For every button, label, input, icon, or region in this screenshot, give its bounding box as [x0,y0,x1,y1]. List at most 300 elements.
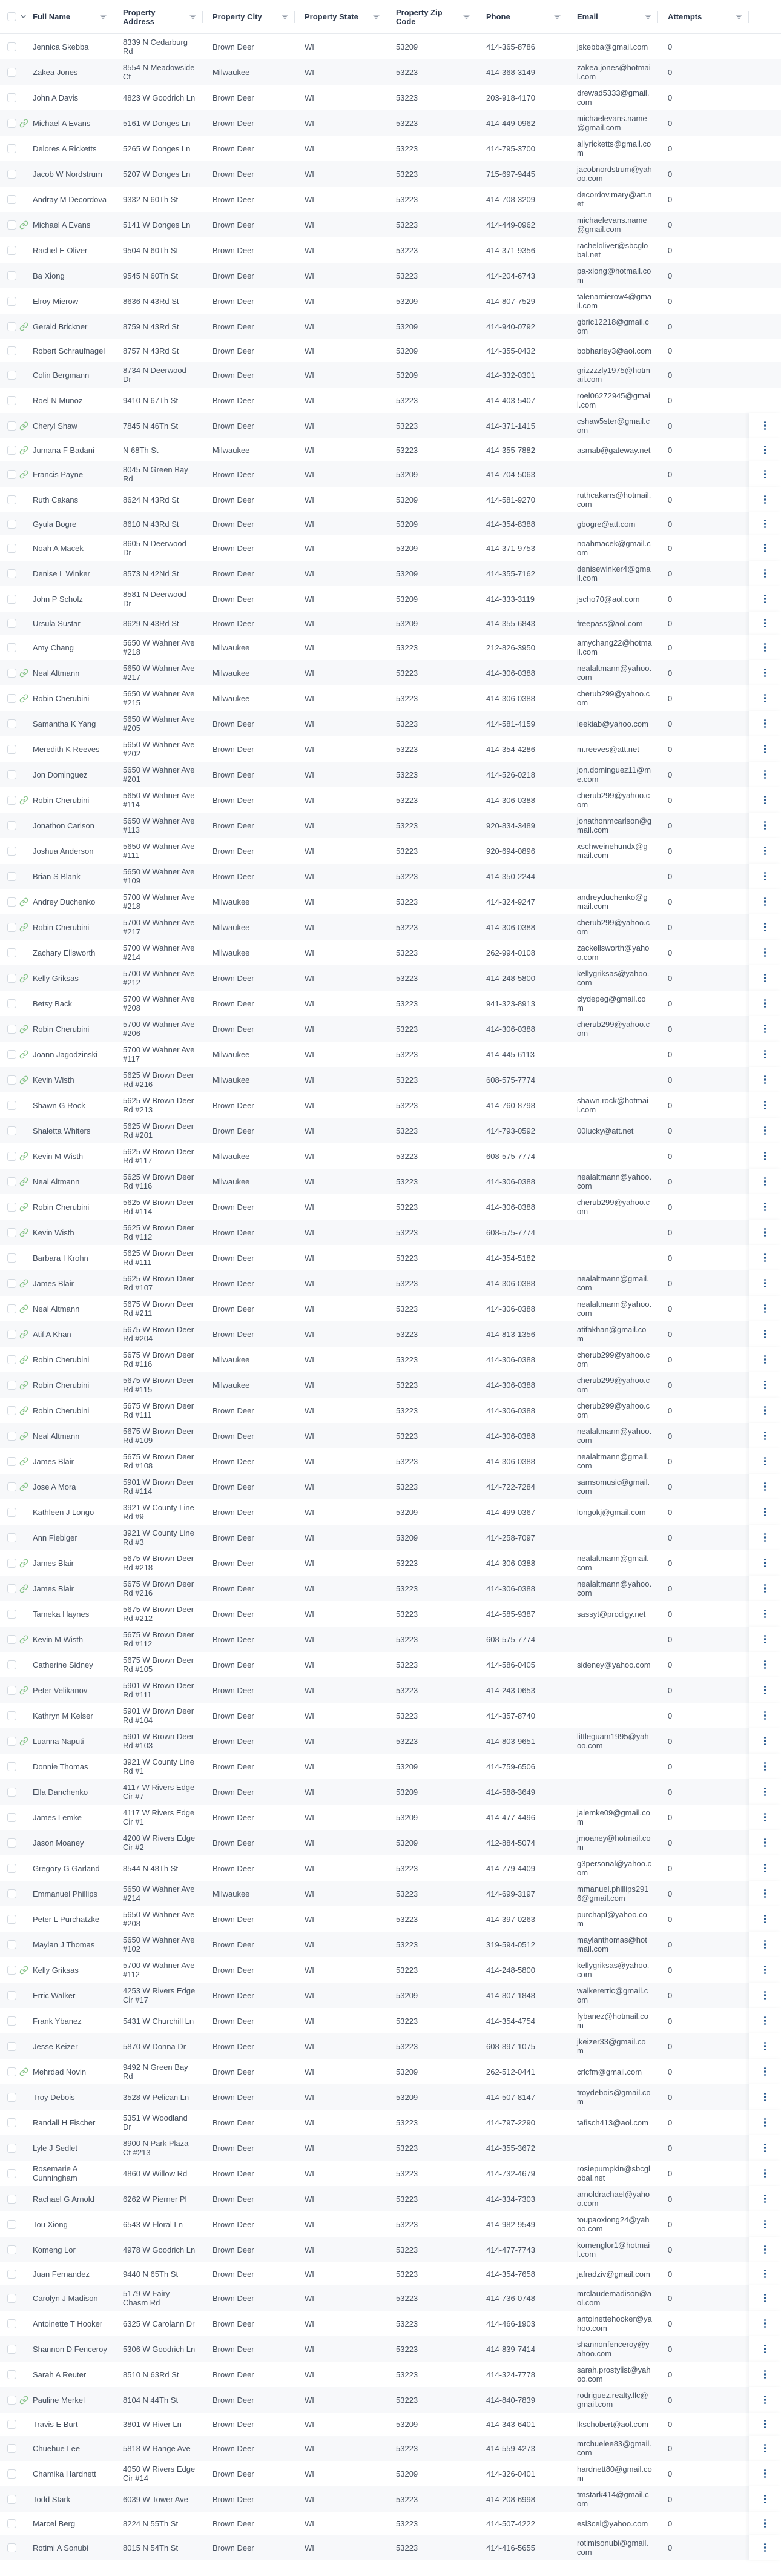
table-row[interactable] [0,1550,781,1576]
table-row[interactable] [0,34,781,59]
row-checkbox[interactable] [7,872,16,881]
kebab-icon[interactable] [762,1989,769,2003]
table-row[interactable] [0,1042,781,1067]
row-checkbox[interactable] [7,2118,16,2127]
table-row[interactable] [0,339,781,362]
table-row[interactable] [0,1372,781,1398]
table-row[interactable] [0,1321,781,1347]
filter-icon[interactable] [553,13,561,21]
table-row[interactable] [0,787,781,813]
table-row[interactable] [0,2262,781,2285]
table-row[interactable] [0,2311,781,2336]
table-row[interactable] [0,711,781,736]
table-row[interactable] [0,2486,781,2512]
row-checkbox[interactable] [7,2042,16,2051]
table-row[interactable] [0,2336,781,2362]
kebab-icon[interactable] [762,1048,769,1062]
table-row[interactable] [0,1016,781,1042]
row-checkbox[interactable] [7,2093,16,2102]
kebab-icon[interactable] [762,2393,769,2407]
table-row[interactable] [0,2512,781,2535]
table-row[interactable] [0,263,781,288]
table-row[interactable] [0,1194,781,1220]
table-row[interactable] [0,2110,781,2135]
row-checkbox[interactable] [7,2270,16,2279]
table-row[interactable] [0,2135,781,2161]
kebab-icon[interactable] [762,2442,769,2455]
row-checkbox[interactable] [7,999,16,1008]
table-row[interactable] [0,813,781,838]
table-row[interactable] [0,212,781,237]
kebab-icon[interactable] [762,2065,769,2079]
row-checkbox[interactable] [7,1660,16,1669]
kebab-icon[interactable] [762,1022,769,1036]
table-row[interactable] [0,237,781,263]
kebab-icon[interactable] [762,467,769,481]
table-row[interactable] [0,1779,781,1805]
kebab-icon[interactable] [762,2167,769,2181]
row-checkbox[interactable] [7,2420,16,2429]
column-header-property-state[interactable] [295,0,386,33]
row-checkbox[interactable] [7,1101,16,1110]
row-checkbox[interactable] [7,1838,16,1848]
row-checkbox[interactable] [7,119,16,128]
kebab-icon[interactable] [762,1505,769,1519]
filter-icon[interactable] [372,13,380,21]
row-checkbox[interactable] [7,1330,16,1339]
column-header-full-name[interactable] [30,0,113,33]
row-checkbox[interactable] [7,1075,16,1085]
row-checkbox[interactable] [7,195,16,204]
kebab-icon[interactable] [762,1836,769,1850]
kebab-icon[interactable] [762,1073,769,1087]
kebab-icon[interactable] [762,1455,769,1468]
column-header-phone[interactable] [476,0,567,33]
kebab-icon[interactable] [762,616,769,630]
table-row[interactable] [0,136,781,161]
kebab-icon[interactable] [762,666,769,680]
kebab-icon[interactable] [762,717,769,731]
kebab-icon[interactable] [762,2141,769,2155]
row-checkbox[interactable] [7,948,16,957]
table-row[interactable] [0,991,781,1016]
table-row[interactable] [0,59,781,85]
table-row[interactable] [0,1881,781,1906]
row-checkbox[interactable] [7,1304,16,1313]
row-checkbox[interactable] [7,2370,16,2379]
kebab-icon[interactable] [762,1327,769,1341]
table-row[interactable] [0,2285,781,2311]
kebab-icon[interactable] [762,870,769,883]
table-row[interactable] [0,388,781,413]
kebab-icon[interactable] [762,2317,769,2331]
row-checkbox[interactable] [7,322,16,331]
row-checkbox[interactable] [7,770,16,779]
row-checkbox[interactable] [7,2345,16,2354]
table-row[interactable] [0,110,781,136]
row-checkbox[interactable] [7,470,16,479]
table-row[interactable] [0,1474,781,1499]
row-checkbox[interactable] [7,1610,16,1619]
kebab-icon[interactable] [762,1098,769,1112]
table-row[interactable] [0,535,781,561]
row-checkbox[interactable] [7,1533,16,1542]
kebab-icon[interactable] [762,1404,769,1418]
row-checkbox[interactable] [7,2016,16,2026]
kebab-icon[interactable] [762,1480,769,1494]
row-checkbox[interactable] [7,2195,16,2204]
table-row[interactable] [0,314,781,339]
kebab-icon[interactable] [762,2517,769,2531]
kebab-icon[interactable] [762,819,769,833]
table-row[interactable] [0,1092,781,1118]
row-checkbox[interactable] [7,2144,16,2153]
kebab-icon[interactable] [762,1633,769,1646]
table-row[interactable] [0,1983,781,2008]
kebab-icon[interactable] [762,1760,769,1774]
table-row[interactable] [0,288,781,314]
table-row[interactable] [0,161,781,187]
kebab-icon[interactable] [762,1683,769,1697]
kebab-icon[interactable] [762,1531,769,1545]
table-row[interactable] [0,438,781,461]
row-checkbox[interactable] [7,745,16,754]
kebab-icon[interactable] [762,768,769,782]
table-row[interactable] [0,965,781,991]
table-row[interactable] [0,2413,781,2436]
row-checkbox[interactable] [7,297,16,306]
kebab-icon[interactable] [762,2243,769,2257]
row-checkbox[interactable] [7,1559,16,1568]
kebab-icon[interactable] [762,1658,769,1672]
kebab-icon[interactable] [762,895,769,909]
row-checkbox[interactable] [7,923,16,932]
row-checkbox[interactable] [7,643,16,652]
select-all-checkbox[interactable] [7,12,16,21]
table-row[interactable] [0,1627,781,1652]
kebab-icon[interactable] [762,1276,769,1290]
kebab-icon[interactable] [762,1556,769,1570]
table-row[interactable] [0,1805,781,1830]
row-checkbox[interactable] [7,1635,16,1644]
kebab-icon[interactable] [762,1785,769,1799]
row-checkbox[interactable] [7,170,16,179]
row-checkbox[interactable] [7,446,16,455]
kebab-icon[interactable] [762,971,769,985]
kebab-icon[interactable] [762,1963,769,1977]
table-row[interactable] [0,561,781,586]
row-checkbox[interactable] [7,1457,16,1466]
kebab-icon[interactable] [762,1175,769,1189]
kebab-icon[interactable] [762,793,769,807]
kebab-icon[interactable] [762,641,769,655]
row-checkbox[interactable] [7,2294,16,2303]
kebab-icon[interactable] [762,2342,769,2356]
table-row[interactable] [0,2161,781,2186]
table-row[interactable] [0,2059,781,2084]
table-row[interactable] [0,2084,781,2110]
row-checkbox[interactable] [7,974,16,983]
row-checkbox[interactable] [7,2245,16,2254]
row-checkbox[interactable] [7,2543,16,2552]
table-row[interactable] [0,1932,781,1957]
table-row[interactable] [0,2535,781,2560]
row-checkbox[interactable] [7,2495,16,2504]
row-checkbox[interactable] [7,1050,16,1059]
table-row[interactable] [0,2436,781,2461]
kebab-icon[interactable] [762,1302,769,1316]
table-row[interactable] [0,2237,781,2262]
kebab-icon[interactable] [762,946,769,960]
row-checkbox[interactable] [7,796,16,805]
table-row[interactable] [0,736,781,762]
table-row[interactable] [0,586,781,612]
row-checkbox[interactable] [7,1152,16,1161]
table-row[interactable] [0,1601,781,1627]
table-row[interactable] [0,461,781,487]
row-checkbox[interactable] [7,371,16,380]
table-row[interactable] [0,1499,781,1525]
table-row[interactable] [0,2033,781,2059]
table-row[interactable] [0,1118,781,1143]
table-row[interactable] [0,1906,781,1932]
kebab-icon[interactable] [762,1607,769,1621]
kebab-icon[interactable] [762,1124,769,1138]
row-checkbox[interactable] [7,2220,16,2229]
row-checkbox[interactable] [7,2396,16,2405]
table-row[interactable] [0,1703,781,1728]
kebab-icon[interactable] [762,2090,769,2104]
kebab-icon[interactable] [762,1200,769,1214]
row-checkbox[interactable] [7,1711,16,1720]
row-checkbox[interactable] [7,569,16,578]
column-header-property-zip-code[interactable] [386,0,476,33]
table-row[interactable] [0,635,781,660]
table-row[interactable] [0,1296,781,1321]
row-checkbox[interactable] [7,1966,16,1975]
row-checkbox[interactable] [7,694,16,703]
row-checkbox[interactable] [7,220,16,230]
kebab-icon[interactable] [762,2192,769,2206]
row-checkbox[interactable] [7,1279,16,1288]
kebab-icon[interactable] [762,2218,769,2231]
table-row[interactable] [0,2211,781,2237]
filter-icon[interactable] [644,13,652,21]
kebab-icon[interactable] [762,2039,769,2053]
kebab-icon[interactable] [762,2541,769,2555]
kebab-icon[interactable] [762,2014,769,2028]
row-checkbox[interactable] [7,1788,16,1797]
kebab-icon[interactable] [762,1811,769,1825]
row-checkbox[interactable] [7,897,16,907]
table-row[interactable] [0,1652,781,1677]
kebab-icon[interactable] [762,541,769,555]
table-row[interactable] [0,1423,781,1448]
row-checkbox[interactable] [7,2169,16,2178]
kebab-icon[interactable] [762,517,769,531]
filter-icon[interactable] [463,13,470,21]
kebab-icon[interactable] [762,2368,769,2382]
filter-icon[interactable] [99,13,107,21]
table-row[interactable] [0,864,781,889]
table-row[interactable] [0,1677,781,1703]
row-checkbox[interactable] [7,346,16,355]
kebab-icon[interactable] [762,1709,769,1723]
kebab-icon[interactable] [762,1251,769,1265]
table-row[interactable] [0,1728,781,1754]
row-checkbox[interactable] [7,68,16,77]
row-checkbox[interactable] [7,2469,16,2479]
row-checkbox[interactable] [7,1584,16,1593]
chevron-down-icon[interactable] [20,13,27,20]
row-checkbox[interactable] [7,1228,16,1237]
table-row[interactable] [0,1143,781,1169]
row-checkbox[interactable] [7,1126,16,1135]
row-checkbox[interactable] [7,1025,16,1034]
table-row[interactable] [0,413,781,438]
table-row[interactable] [0,187,781,212]
row-checkbox[interactable] [7,669,16,678]
table-row[interactable] [0,1576,781,1601]
row-checkbox[interactable] [7,1177,16,1186]
kebab-icon[interactable] [762,493,769,507]
kebab-icon[interactable] [762,844,769,858]
kebab-icon[interactable] [762,1429,769,1443]
row-checkbox[interactable] [7,1915,16,1924]
kebab-icon[interactable] [762,1912,769,1926]
table-row[interactable] [0,85,781,110]
table-row[interactable] [0,487,781,512]
row-checkbox[interactable] [7,1406,16,1415]
column-header-attempts[interactable] [658,0,749,33]
kebab-icon[interactable] [762,1353,769,1367]
row-checkbox[interactable] [7,520,16,529]
kebab-icon[interactable] [762,1734,769,1748]
table-row[interactable] [0,1067,781,1092]
column-header-property-address[interactable] [113,0,203,33]
kebab-icon[interactable] [762,1861,769,1875]
table-row[interactable] [0,362,781,388]
row-checkbox[interactable] [7,1864,16,1873]
row-checkbox[interactable] [7,246,16,255]
row-checkbox[interactable] [7,2067,16,2076]
row-checkbox[interactable] [7,1381,16,1390]
table-row[interactable] [0,2461,781,2486]
table-row[interactable] [0,1245,781,1270]
row-checkbox[interactable] [7,2519,16,2528]
table-row[interactable] [0,914,781,940]
column-header-property-city[interactable] [203,0,295,33]
kebab-icon[interactable] [762,1226,769,1240]
row-checkbox[interactable] [7,2319,16,2328]
table-row[interactable] [0,1347,781,1372]
table-row[interactable] [0,1270,781,1296]
kebab-icon[interactable] [762,2492,769,2506]
table-row[interactable] [0,2186,781,2211]
row-checkbox[interactable] [7,821,16,830]
kebab-icon[interactable] [762,419,769,433]
table-row[interactable] [0,660,781,685]
kebab-icon[interactable] [762,692,769,705]
row-checkbox[interactable] [7,595,16,604]
kebab-icon[interactable] [762,1938,769,1952]
row-checkbox[interactable] [7,1508,16,1517]
kebab-icon[interactable] [762,742,769,756]
kebab-icon[interactable] [762,997,769,1011]
table-row[interactable] [0,685,781,711]
row-checkbox[interactable] [7,1737,16,1746]
kebab-icon[interactable] [762,2467,769,2481]
row-checkbox[interactable] [7,847,16,856]
row-checkbox[interactable] [7,42,16,51]
row-checkbox[interactable] [7,396,16,405]
filter-icon[interactable] [189,13,197,21]
table-row[interactable] [0,1830,781,1855]
row-checkbox[interactable] [7,1253,16,1263]
table-row[interactable] [0,1169,781,1194]
table-row[interactable] [0,512,781,535]
table-row[interactable] [0,1220,781,1245]
kebab-icon[interactable] [762,1887,769,1901]
kebab-icon[interactable] [762,592,769,606]
row-checkbox[interactable] [7,421,16,431]
table-row[interactable] [0,1855,781,1881]
kebab-icon[interactable] [762,1149,769,1163]
kebab-icon[interactable] [762,1582,769,1596]
table-row[interactable] [0,940,781,965]
row-checkbox[interactable] [7,1940,16,1949]
table-row[interactable] [0,1448,781,1474]
row-checkbox[interactable] [7,1203,16,1212]
kebab-icon[interactable] [762,2116,769,2130]
kebab-icon[interactable] [762,2417,769,2431]
row-checkbox[interactable] [7,619,16,628]
kebab-icon[interactable] [762,567,769,581]
row-checkbox[interactable] [7,1482,16,1491]
column-header-email[interactable] [567,0,658,33]
table-row[interactable] [0,612,781,635]
row-checkbox[interactable] [7,1762,16,1771]
row-checkbox[interactable] [7,1889,16,1898]
row-checkbox[interactable] [7,1355,16,1364]
table-row[interactable] [0,1754,781,1779]
table-row[interactable] [0,2362,781,2387]
filter-icon[interactable] [735,13,743,21]
row-checkbox[interactable] [7,2444,16,2453]
row-checkbox[interactable] [7,1991,16,2000]
row-checkbox[interactable] [7,1432,16,1441]
row-checkbox[interactable] [7,495,16,504]
kebab-icon[interactable] [762,443,769,457]
row-checkbox[interactable] [7,93,16,102]
row-checkbox[interactable] [7,271,16,280]
table-row[interactable] [0,1398,781,1423]
kebab-icon[interactable] [762,920,769,934]
kebab-icon[interactable] [762,2267,769,2281]
table-row[interactable] [0,2008,781,2033]
table-row[interactable] [0,838,781,864]
table-row[interactable] [0,2387,781,2413]
row-checkbox[interactable] [7,1686,16,1695]
kebab-icon[interactable] [762,1378,769,1392]
row-checkbox[interactable] [7,1813,16,1822]
table-row[interactable] [0,762,781,787]
row-checkbox[interactable] [7,544,16,553]
filter-icon[interactable] [281,13,289,21]
row-checkbox[interactable] [7,144,16,153]
row-checkbox[interactable] [7,719,16,728]
table-row[interactable] [0,1957,781,1983]
